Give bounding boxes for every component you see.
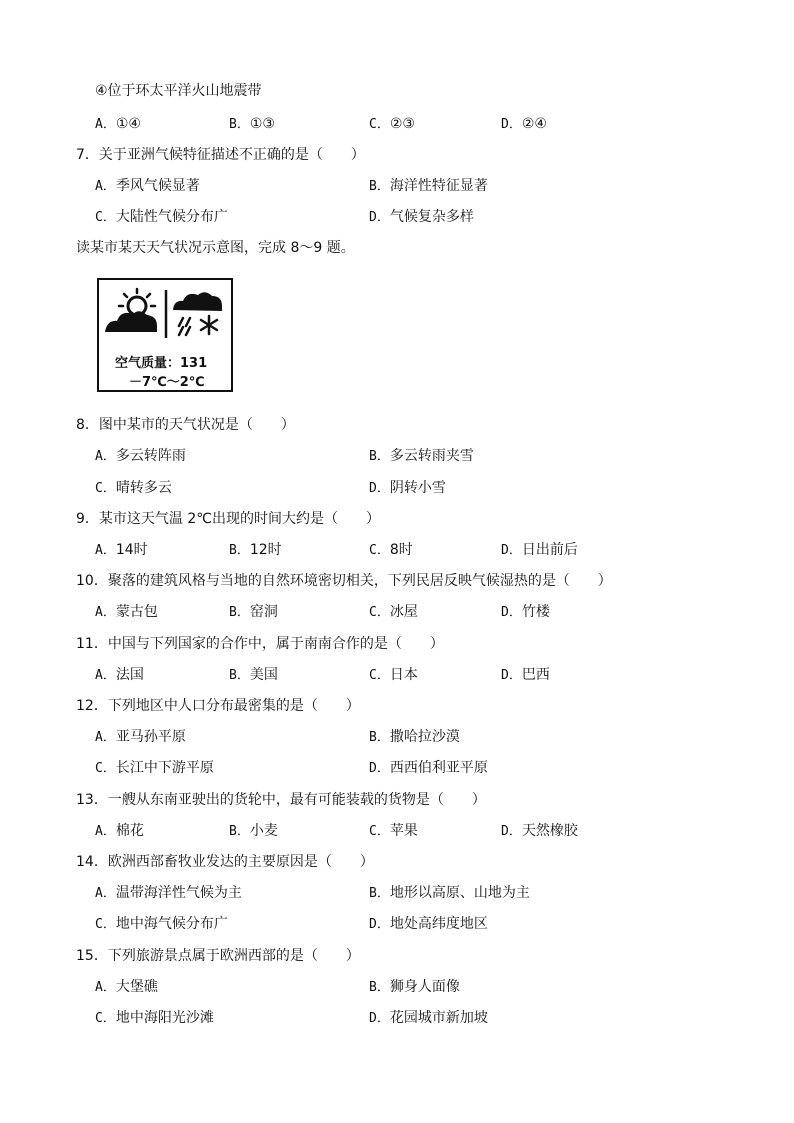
q11-option-d: D．巴西 [501, 667, 550, 683]
intro-text: 读某市某天天气状况示意图，完成 8～9 题。 [76, 240, 355, 256]
q12-option-d: D．西西伯利亚平原 [369, 760, 488, 776]
q8-option-c: C．晴转多云 [95, 480, 172, 496]
q9-option-c: C．8时 [369, 542, 413, 558]
q7-stem: 7．关于亚洲气候特征描述不正确的是（ ） [76, 147, 365, 163]
q7-option-a: A．季风气候显著 [95, 178, 200, 194]
q13-option-a: A．棉花 [95, 823, 144, 839]
q12-option-c: C．长江中下游平原 [95, 760, 214, 776]
q10-option-b: B．窑洞 [229, 604, 278, 620]
q11-option-c: C．日本 [369, 667, 418, 683]
q13-option-b: B．小麦 [229, 823, 278, 839]
q6-option-b: B．①③ [229, 116, 275, 132]
q8-option-b: B．多云转雨夹雪 [369, 448, 474, 464]
sun-behind-cloud-icon [105, 289, 157, 332]
q14-option-b: B．地形以高原、山地为主 [369, 885, 530, 901]
q14-option-d: D．地处高纬度地区 [369, 916, 488, 932]
q15-option-b: B．狮身人面像 [369, 979, 460, 995]
q14-option-c: C．地中海气候分布广 [95, 916, 228, 932]
q15-option-c: C．地中海阳光沙滩 [95, 1010, 214, 1026]
q6-option-d: D．②④ [501, 116, 547, 132]
q10-option-a: A．蒙古包 [95, 604, 158, 620]
temperature-range: －7℃～2℃ [129, 375, 205, 390]
weather-figure [97, 278, 233, 392]
q13-stem: 13．一艘从东南亚驶出的货轮中，最有可能装载的货物是（ ） [76, 792, 486, 808]
q9-stem: 9．某市这天气温 2℃出现的时间大约是（ ） [76, 511, 380, 527]
q8-stem: 8．图中某市的天气状况是（ ） [76, 417, 295, 433]
q15-stem: 15．下列旅游景点属于欧洲西部的是（ ） [76, 948, 360, 964]
rain-snow-cloud-icon [173, 292, 222, 335]
statement-4: ④位于环太平洋火山地震带 [95, 83, 262, 99]
q8-option-a: A．多云转阵雨 [95, 448, 186, 464]
q9-option-a: A．14时 [95, 542, 148, 558]
q15-option-d: D．花园城市新加坡 [369, 1010, 488, 1026]
q12-option-b: B．撒哈拉沙漠 [369, 729, 460, 745]
q9-option-b: B．12时 [229, 542, 282, 558]
q6-option-c: C．②③ [369, 116, 415, 132]
q12-stem: 12．下列地区中人口分布最密集的是（ ） [76, 698, 360, 714]
q7-option-d: D．气候复杂多样 [369, 209, 474, 225]
q10-option-c: C．冰屋 [369, 604, 418, 620]
q13-option-d: D．天然橡胶 [501, 823, 578, 839]
q7-option-c: C．大陆性气候分布广 [95, 209, 228, 225]
q15-option-a: A．大堡礁 [95, 979, 158, 995]
q6-option-a: A．①④ [95, 116, 141, 132]
q13-option-c: C．苹果 [369, 823, 418, 839]
q10-option-d: D．竹楼 [501, 604, 550, 620]
q14-stem: 14．欧洲西部畜牧业发达的主要原因是（ ） [76, 854, 374, 870]
q11-option-a: A．法国 [95, 667, 144, 683]
q7-option-b: B．海洋性特征显著 [369, 178, 488, 194]
q10-stem: 10．聚落的建筑风格与当地的自然环境密切相关，下列民居反映气候湿热的是（ ） [76, 573, 612, 589]
q8-option-d: D．阴转小雪 [369, 480, 446, 496]
q11-option-b: B．美国 [229, 667, 278, 683]
q12-option-a: A．亚马孙平原 [95, 729, 186, 745]
air-quality-label: 空气质量：131 [115, 356, 208, 371]
q14-option-a: A．温带海洋性气候为主 [95, 885, 242, 901]
q9-option-d: D．日出前后 [501, 542, 578, 558]
q11-stem: 11．中国与下列国家的合作中，属于南南合作的是（ ） [76, 636, 444, 652]
